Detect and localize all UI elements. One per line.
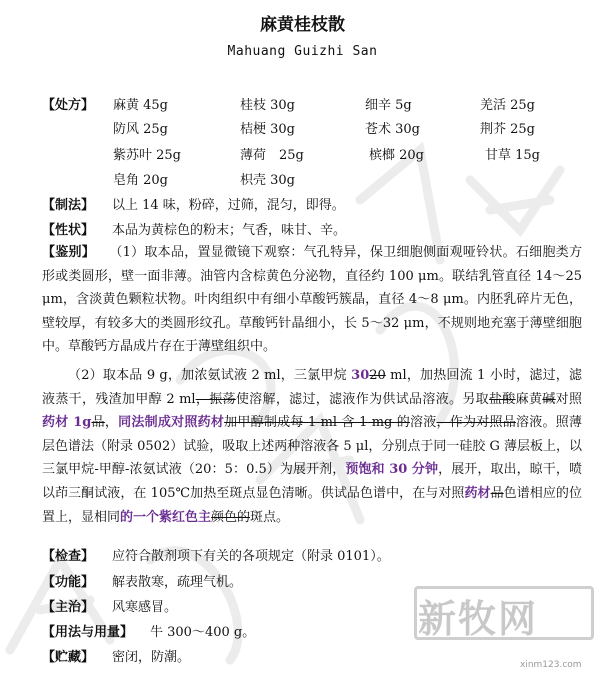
deleted-value: 20 — [369, 368, 386, 383]
deleted-text: ，作为对照品 — [436, 415, 516, 431]
identification-text-1: （1）取本品，置显微镜下观察：气孔特异，保卫细胞侧面观哑铃状。石细胞类方形或类圆形，壁一面非薄。油管内含棕黄色分泌物，直径约 100 μm。联结乳管直径 14～25 μm，含淡黄色颗粒状物。叶肉组织中有细小草酸钙簇晶，直径 4～8 μm。内胚乳碎片无色，壁较厚，有较多大的类圆形纹孔。草酸钙针晶细小，长 5～32 μm，不规则地充塞于薄壁细胞中。草酸钙方晶成片存在于薄壁组织中。 — [42, 245, 582, 355]
function-label: 【功能】 — [42, 575, 95, 590]
deleted-text: 颜色的 — [211, 509, 251, 525]
herb-item: 紫苏叶 25g — [113, 148, 181, 163]
herb-item: 枳壳 30g — [240, 173, 295, 188]
deleted-text: 加甲醇制成每 1 ml 含 1 mg 的 — [224, 415, 410, 431]
page-subtitle: Mahuang Guizhi San — [227, 44, 378, 59]
dosage-label: 【用法与用量】 — [42, 625, 134, 640]
herb-item: 麻黄 45g — [113, 98, 168, 113]
herb-item: 防风 25g — [113, 122, 168, 137]
herb-item: 羌活 25g — [480, 98, 535, 113]
properties-label: 【性状】 — [42, 223, 95, 238]
deleted-text: 品 — [91, 415, 105, 431]
revised-value: 30 — [351, 368, 370, 383]
revised-text: 药材 1g — [42, 415, 92, 431]
herb-item: 甘草 15g — [485, 148, 540, 163]
deleted-text: 品 — [490, 485, 504, 501]
revised-text: 药材 — [464, 485, 491, 501]
storage-label: 【贮藏】 — [42, 650, 95, 665]
herb-item: 桔梗 30g — [240, 122, 295, 137]
identification-paragraph-1 — [42, 241, 582, 359]
method-text: 以上 14 味，粉碎，过筛，混匀，即得。 — [112, 198, 345, 213]
storage-text: 密闭，防潮。 — [112, 650, 191, 665]
inspection-label: 【检查】 — [42, 549, 95, 564]
deleted-text: 碱 — [542, 391, 556, 407]
prescription-label: 【处方】 — [42, 98, 95, 113]
revised-text: 的一个紫红色主 — [120, 509, 212, 525]
herb-item: 槟榔 20g — [369, 148, 424, 163]
herb-item: 皂角 20g — [113, 173, 168, 188]
revised-text: 同法制成对照药材 — [118, 415, 225, 431]
method-label: 【制法】 — [42, 198, 95, 213]
function-text: 解表散寒，疏理气机。 — [112, 575, 243, 590]
page-title: 麻黄桂枝散 — [260, 15, 345, 35]
dosage-text: 牛 300～400 g。 — [150, 625, 256, 640]
indication-label: 【主治】 — [42, 600, 95, 615]
herb-item: 荆芥 25g — [480, 122, 535, 137]
identification-label: 【鉴别】 — [42, 245, 96, 260]
herb-item: 细辛 5g — [365, 98, 412, 113]
deleted-text: 盐酸 — [488, 391, 516, 407]
inspection-text: 应符合散剂项下有关的各项规定（附录 0101）。 — [112, 549, 390, 564]
herb-item: 薄荷 25g — [240, 148, 304, 163]
properties-text: 本品为黄棕色的粉末；气香，味甘、辛。 — [112, 223, 347, 238]
indication-text: 风寒感冒。 — [112, 600, 178, 615]
herb-item: 苍术 30g — [365, 122, 420, 137]
revised-text: 预饱和 30 分钟 — [345, 462, 439, 478]
watermark-url: xinm123.com — [520, 660, 582, 670]
watermark-logo: 新牧网 — [418, 597, 539, 641]
deleted-text: ，振荡 — [195, 391, 236, 407]
identification-paragraph-2: （2）取本品 9 g，加浓氨试液 2 ml，三氯甲烷 3020 ml，加热回流 1 小时，滤过，滤液蒸干，残渣加甲醇 2 ml，振荡使溶解，滤过，滤液作为供试品溶液。另取盐酸麻黄碱对照药材 1g品，同法制成对照药材加甲醇制成每 1 ml 含 1 mg 的溶液，作为对照品溶液。照薄层色谱法（附录 0502）试验，吸取上述两种溶液各 5 μl，分别点于同一硅胶 G 薄层板上，以三氯甲烷-甲醇-浓氨试液（20：5：0.5）为展开剂，预饱和 30 分钟，展开，取出，晾干，喷以茚三酮试液，在 105℃加热至斑点显色清晰。供试品色谱中，在与对照药材品色谱相应的位置上，显相同的一个紫红色主颜色的斑点。 — [42, 368, 583, 525]
herb-item: 桂枝 30g — [240, 98, 295, 113]
